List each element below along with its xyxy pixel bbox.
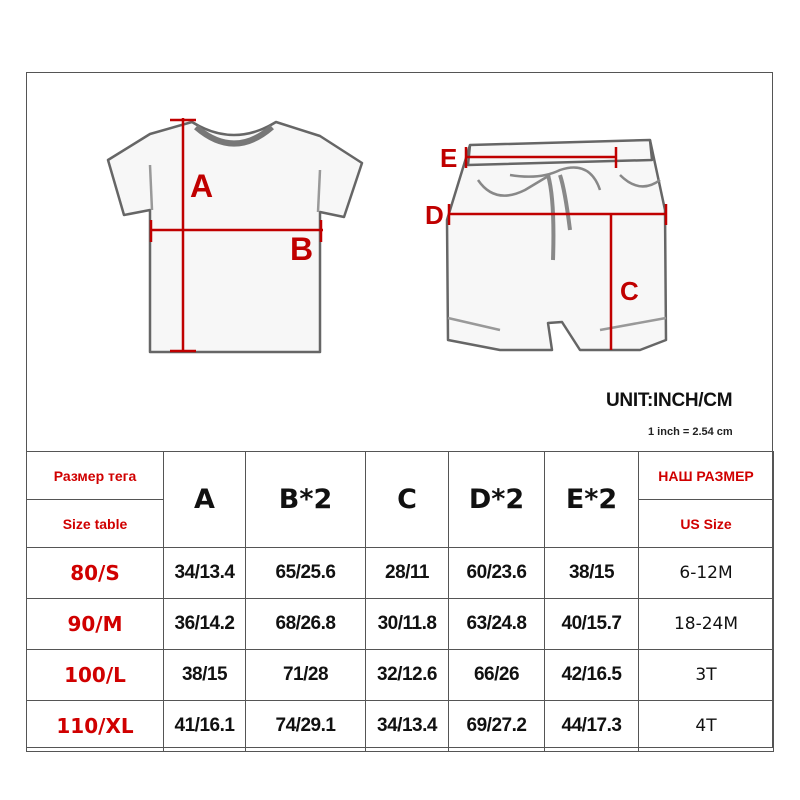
col-header-d: D*2	[449, 452, 545, 548]
table-row	[27, 650, 774, 701]
value-cell: 34/13.4	[366, 701, 449, 752]
value-cell: 42/16.5	[545, 650, 639, 701]
value-cell: 30/11.8	[366, 599, 449, 650]
col-header-c: C	[366, 452, 449, 548]
value-cell: 28/11	[366, 548, 449, 599]
label-c: C	[620, 276, 639, 306]
size-cell: 100/L	[27, 650, 164, 701]
table-row	[27, 599, 774, 650]
value-cell: 44/17.3	[545, 701, 639, 752]
value-cell: 41/16.1	[164, 701, 246, 752]
value-cell: 68/26.8	[246, 599, 366, 650]
value-cell: 74/29.1	[246, 701, 366, 752]
value-cell: 71/28	[246, 650, 366, 701]
label-b: B	[290, 231, 314, 267]
us-size-cell: 18-24M	[639, 599, 774, 650]
size-table-label: Size table	[27, 500, 164, 548]
label-d: D	[425, 200, 444, 230]
value-cell: 32/12.6	[366, 650, 449, 701]
our-size-label: НАШ РАЗМЕР	[639, 452, 774, 500]
table-row	[27, 548, 774, 599]
size-cell: 110/XL	[27, 701, 164, 752]
value-cell: 38/15	[545, 548, 639, 599]
value-cell: 34/13.4	[164, 548, 246, 599]
tag-size-label: Размер тега	[27, 452, 164, 500]
size-cell: 90/M	[27, 599, 164, 650]
value-cell: 69/27.2	[449, 701, 545, 752]
size-table	[26, 451, 774, 752]
col-header-b: B*2	[246, 452, 366, 548]
size-cell: 80/S	[27, 548, 164, 599]
shorts-sketch	[447, 140, 666, 350]
value-cell: 63/24.8	[449, 599, 545, 650]
value-cell: 65/25.6	[246, 548, 366, 599]
unit-note: 1 inch = 2.54 cm	[648, 426, 733, 438]
us-size-cell: 4T	[639, 701, 774, 752]
value-cell: 36/14.2	[164, 599, 246, 650]
value-cell: 60/23.6	[449, 548, 545, 599]
unit-title: UNIT:INCH/CM	[606, 390, 733, 411]
us-size-cell: 6-12M	[639, 548, 774, 599]
label-a: A	[190, 168, 214, 204]
value-cell: 38/15	[164, 650, 246, 701]
us-size-label: US Size	[639, 500, 774, 548]
tshirt-sketch	[108, 122, 362, 352]
table-row	[27, 701, 774, 752]
col-header-e: E*2	[545, 452, 639, 548]
value-cell: 66/26	[449, 650, 545, 701]
label-e: E	[440, 143, 458, 173]
us-size-cell: 3T	[639, 650, 774, 701]
value-cell: 40/15.7	[545, 599, 639, 650]
col-header-a: A	[164, 452, 246, 548]
